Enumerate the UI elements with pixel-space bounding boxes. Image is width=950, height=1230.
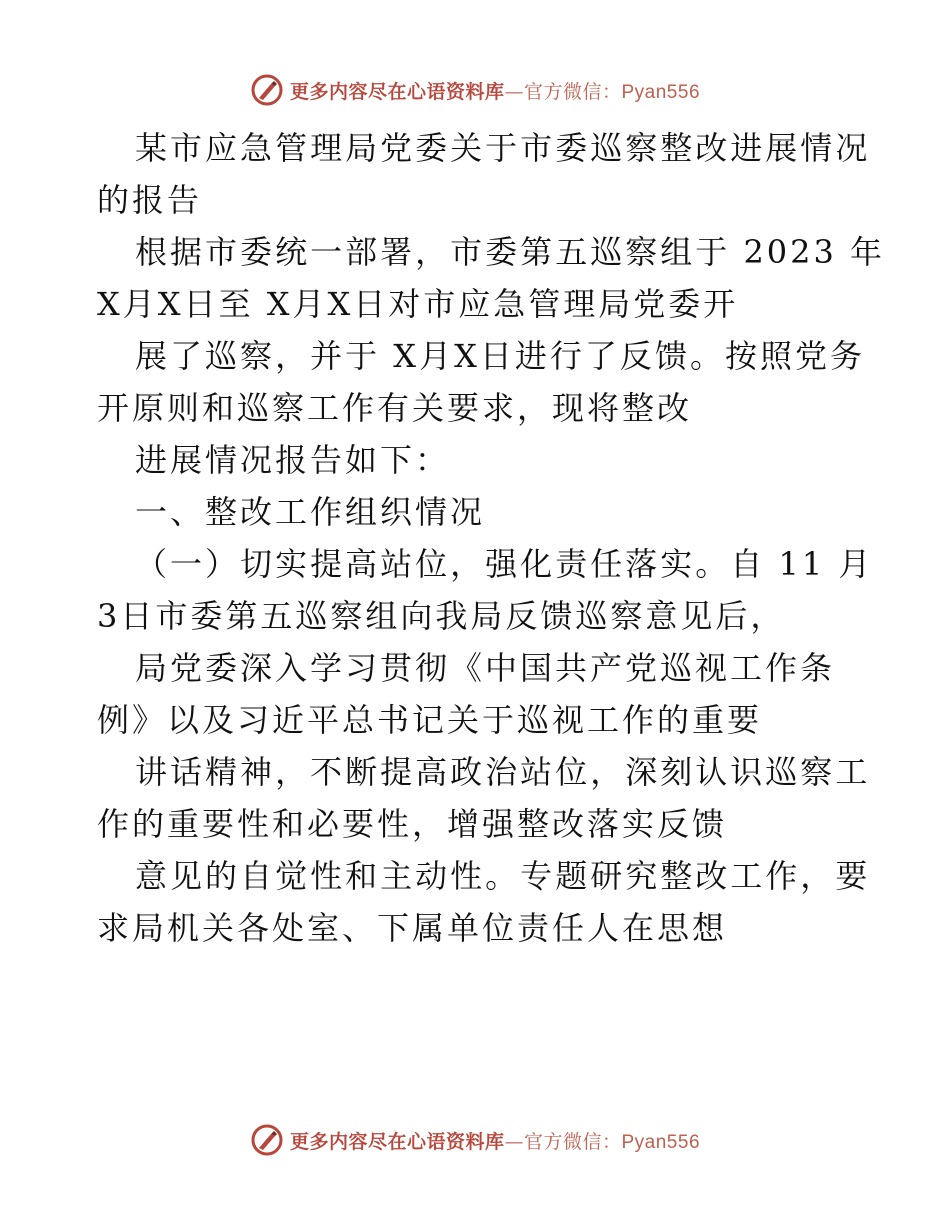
doc-line: 意 见 的 自 觉 性 和 主 动 性 。 专 题 研 究 整 改 工 作 ， 要 xyxy=(135,857,871,895)
doc-line: 3日市委第五巡察组向我局反馈巡察意见后， xyxy=(97,597,786,635)
doc-line: （ 一 ） 切 实 提 高 站 位 ， 强 化 责 任 落 实 。 自 1 1 月 xyxy=(135,545,874,583)
doc-line: 根 据 市 委 统 一 部 署 ， 市 委 第 五 巡 察 组 于 2 0 2 3 年 xyxy=(135,233,886,271)
watermark-wechat: 官方微信：Pyan556 xyxy=(524,1131,701,1153)
doc-line: 例》以及习近平总书记关于巡视工作的重要 xyxy=(97,701,763,739)
doc-line-title-2: 的报告 xyxy=(97,181,203,219)
doc-line-title-1: 某 市 应 急 管 理 局 党 委 关 于 市 委 巡 察 整 改 进 展 情 况 xyxy=(135,129,871,167)
watermark-wechat: 官方微信：Pyan556 xyxy=(524,81,701,103)
doc-line: 求局机关各处室、下属单位责任人在思想 xyxy=(97,909,728,947)
footer-watermark-banner xyxy=(0,1120,950,1160)
section-heading: 一、整改工作组织情况 xyxy=(135,493,486,531)
watermark-text xyxy=(290,77,700,104)
watermark-separator: — xyxy=(504,1130,524,1153)
watermark-site-name: 更多内容尽在心语资料库 xyxy=(289,1130,505,1153)
watermark-text xyxy=(290,1127,700,1154)
watermark-site-name: 更多内容尽在心语资料库 xyxy=(289,80,505,103)
doc-line: 讲 话 精 神 ， 不 断 提 高 政 治 站 位 ， 深 刻 认 识 巡 察 工 xyxy=(135,753,871,791)
doc-line: 展 了 巡 察 ， 并 于 X 月 X 日 进 行 了 反 馈 。 按 照 党 务 xyxy=(135,337,866,375)
doc-line: 局党委深入学习贯彻《中国共产党巡视工作条 xyxy=(135,649,836,687)
document-body xyxy=(97,122,886,954)
doc-line: 进展情况报告如下： xyxy=(135,441,451,479)
header-watermark-banner xyxy=(0,70,950,110)
doc-line: 作的重要性和必要性，增强整改落实反馈 xyxy=(97,805,728,843)
doc-line: 开原则和巡察工作有关要求，现将整改 xyxy=(97,389,693,427)
watermark-separator: — xyxy=(504,80,524,103)
doc-line: X月X日至 X月X日对市应急管理局党委开 xyxy=(97,285,739,323)
pen-circle-logo-icon xyxy=(250,1123,284,1157)
pen-circle-logo-icon xyxy=(250,73,284,107)
